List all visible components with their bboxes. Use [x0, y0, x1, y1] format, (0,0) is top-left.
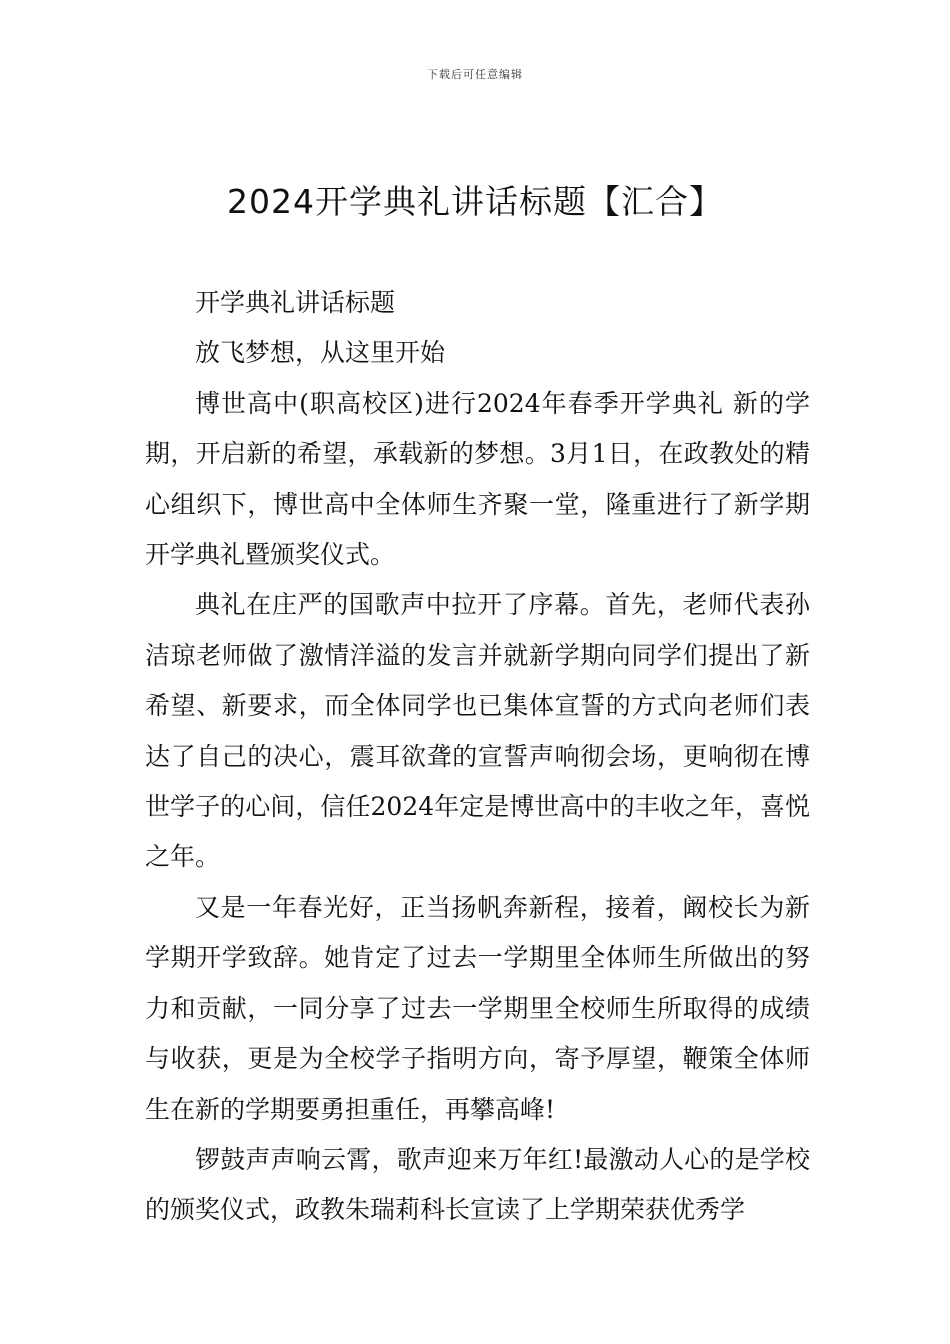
paragraph: 博世高中(职高校区)进行2024年春季开学典礼 新的学期，开启新的希望，承载新的梦想。3月1日，在政教处的精心组织下，博世高中全体师生齐聚一堂，隆重进行了新学期开学典礼暨颁奖仪式。: [145, 388, 810, 570]
paragraph-slogan: 放飞梦想，从这里开始: [195, 338, 446, 368]
paragraph: 典礼在庄严的国歌声中拉开了序幕。首先，老师代表孙洁琼老师做了激情洋溢的发言并就新学期向同学们提出了新希望、新要求，而全体同学也已集体宣誓的方式向老师们表达了自己的决心，震耳欲聋的宣誓声响彻会场，更响彻在博世学子的心间，信任2024年定是博世高中的丰收之年，喜悦之年。: [145, 590, 810, 872]
header-note: 下载后可任意编辑: [427, 68, 523, 81]
paragraph: 锣鼓声声响云霄，歌声迎来万年红!最激动人心的是学校的颁奖仪式，政教朱瑞莉科长宣读了上学期荣获优秀学: [145, 1144, 810, 1225]
paragraph: 又是一年春光好，正当扬帆奔新程，接着，阚校长为新学期开学致辞。她肯定了过去一学期里全体师生所做出的努力和贡献，一同分享了过去一学期里全校师生所取得的成绩与收获，更是为全校学子指明方向，寄予厚望，鞭策全体师生在新的学期要勇担重任，再攀高峰!: [145, 892, 810, 1124]
document-body: [145, 278, 810, 1236]
document-title: 2024开学典礼讲话标题【汇合】: [227, 182, 723, 221]
paragraph-subtitle: 开学典礼讲话标题: [195, 288, 396, 317]
